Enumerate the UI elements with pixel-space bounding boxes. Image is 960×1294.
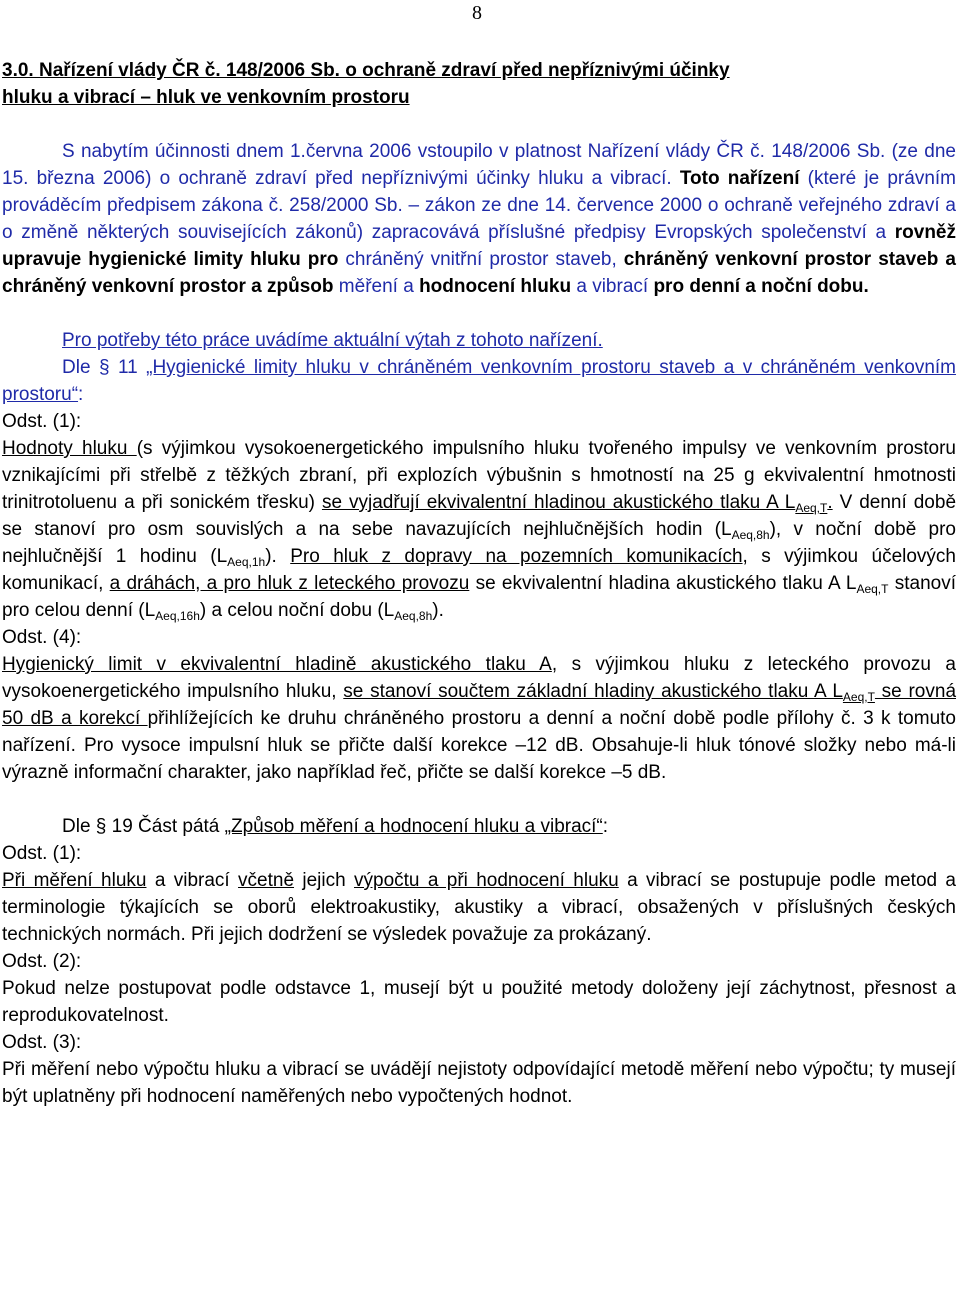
section-11-heading: [2, 354, 956, 408]
odst-1-text: Hodnoty hluku: [2, 438, 137, 459]
p-1-text: a vibrací se postupuje podle metod a terminologie týkajících se oborů elektroakustiky, akustiky a vibrací, obsažených v příslušných českých technických normách. Při jejich dodržení se výsledek považuje za prokázaný.: [2, 870, 957, 945]
odst-4-text: přihlížejících ke druhu chráněného prostoru a denní a noční době podle přílohy č. 3 k tomuto nařízení. Pro vysoce impulsní hluk se přičte další korekce –12 dB. Obsahuje-li hluk tónové složky nebo má-li výrazně informační charakter, jako například řeč, přičte se další korekce –5 dB.: [2, 708, 956, 783]
odst-1-text: se vyjadřují ekvivalentní hladinou akustického tlaku A L: [321, 492, 796, 513]
odst-1-subscript: Aeq,16h: [155, 609, 200, 623]
odst-1-text: Pro hluk z dopravy na pozemních komunikacích: [290, 546, 743, 567]
intro-bold: chráněný venkovní prostor staveb a chráněný venkovní prostor a způsob: [2, 249, 956, 297]
odst-1-text: .: [827, 492, 833, 513]
odst-1-subscript: Aeq,8h: [731, 528, 770, 542]
section-19-colon: :: [602, 816, 609, 837]
odst-4-label: Odst. (4):: [2, 627, 82, 648]
odst-1-subscript: Aeq,1h: [227, 555, 266, 569]
p-2-paragraph: Pokud nelze postupovat podle odstavce 1, musejí být u použité metody doloženy její záchytnost, přesnost a reprodukovatelnost.: [2, 978, 956, 1026]
odst-1-text: (s výjimkou vysokoenergetického impulsního hluku tvořeného impulsy ve venkovním prostoru vznikajícími při střelbě z těžkých zbraní, při explozích výbušnin s hmotností na 25 g ekvivalentní hmotnosti trinitrotoluenu a při sonickém třesku): [2, 438, 956, 513]
odst-1-text: , s výjimkou účelových komunikací,: [2, 546, 956, 594]
intro-bold: hodnocení hluku: [419, 276, 572, 297]
odst-4-paragraph: [2, 651, 956, 786]
p-1-text: a vibrací: [146, 870, 239, 891]
p-2-label: Odst. (2):: [2, 951, 82, 972]
p-1-label: Odst. (1):: [2, 843, 82, 864]
odst-1-text: stanoví pro celou denní (L: [2, 573, 956, 621]
section-11-prefix: Dle § 11: [62, 357, 147, 378]
intro-text: měření a: [333, 276, 420, 297]
odst-4-text: se rovná 50 dB a korekcí: [2, 681, 957, 729]
odst-1-text: V denní době se stanoví pro osm souvislých a na sebe navazujících nejhlučnějších hodin (L: [2, 492, 957, 540]
p-1-text: jejich: [294, 870, 355, 891]
page-number: 8: [472, 2, 482, 24]
odst-1-text: ) a celou noční dobu (L: [199, 600, 395, 621]
section-11-colon: :: [78, 384, 84, 405]
p-1-text: Při měření hluku: [2, 870, 147, 891]
odst-4-text: Hygienický limit v ekvivalentní hladině akustického tlaku A: [2, 654, 552, 675]
p-1-paragraph: [2, 867, 956, 948]
p-3-paragraph: Při měření nebo výpočtu hluku a vibrací se uvádějí nejistoty odpovídající metodě měření nebo výpočtu; ty musejí být uplatněny při hodnocení naměřených nebo vypočtených hodnot.: [2, 1059, 956, 1107]
spacer: [2, 111, 956, 138]
intro-text: (které je právním prováděcím předpisem zákona č. 258/2000 Sb. – zákon ze dne 14. července 2000 o ochraně veřejného zdraví a o změně některých souvisejících zákonů) zapracovává příslušné předpisy Evropských společenství a: [2, 168, 957, 243]
section-19-prefix: Dle § 19 Část pátá: [62, 816, 225, 837]
section-19-heading: [2, 813, 956, 840]
odst-1-text: se ekvivalentní hladina akustického tlaku A L: [469, 573, 857, 594]
odst-1-subscript: Aeq,T: [856, 582, 889, 596]
section-11-title: „Hygienické limity hluku v chráněném venkovním prostoru staveb a v chráněném venkovním prostoru“: [2, 357, 957, 405]
odst-1-text: ), v noční době pro nejhlučnější 1 hodinu (L: [2, 519, 956, 567]
intro-text: chráněný vnitřní prostor staveb,: [338, 249, 624, 270]
intro-text: S nabytím účinnosti dnem 1.června 2006 vstoupilo v platnost Nařízení vlády ČR č. 148/2006 Sb. (ze dne 15. března 2006) o ochraně zdraví před nepříznivými účinky hluku a vibrací.: [2, 141, 956, 189]
section-19-title: „Způsob měření a hodnocení hluku a vibrací“: [224, 816, 603, 837]
excerpt-note: Pro potřeby této práce uvádíme aktuální výtah z tohoto nařízení.: [62, 330, 603, 351]
odst-1-label: Odst. (1):: [2, 411, 82, 432]
intro-paragraph: [2, 138, 956, 300]
p-1-text: včetně: [238, 870, 295, 891]
intro-bold: pro denní a noční dobu.: [653, 276, 869, 297]
spacer: [2, 300, 956, 327]
section-title-line-2: hluku a vibrací – hluk ve venkovním prostoru: [2, 87, 410, 108]
section-title-line-1: 3.0. Nařízení vlády ČR č. 148/2006 Sb. o ochraně zdraví před nepříznivými účinky: [2, 60, 730, 81]
odst-1-text: ).: [432, 600, 444, 621]
odst-4-subscript: Aeq,T: [842, 690, 875, 704]
spacer: [2, 786, 956, 813]
intro-text: a vibrací: [571, 276, 654, 297]
odst-1-text: ).: [265, 546, 291, 567]
odst-1-paragraph: [2, 435, 956, 624]
intro-bold: rovněž upravuje hygienické limity hluku pro: [2, 222, 956, 270]
odst-1-subscript: Aeq,8h: [394, 609, 433, 623]
odst-4-text: , s výjimkou hluku z leteckého provozu a vysokoenergetického impulsního hluku,: [2, 654, 956, 702]
intro-bold: Toto nařízení: [679, 168, 800, 189]
odst-4-text: se stanoví součtem základní hladiny akustického tlaku A L: [343, 681, 843, 702]
p-1-text: výpočtu a při hodnocení hluku: [354, 870, 619, 891]
odst-1-text: a dráhách, a pro hluk z leteckého provozu: [109, 573, 470, 594]
document-body: [2, 57, 956, 1110]
p-3-label: Odst. (3):: [2, 1032, 82, 1053]
section-title: [2, 57, 956, 111]
odst-1-subscript: Aeq,T: [795, 501, 828, 515]
